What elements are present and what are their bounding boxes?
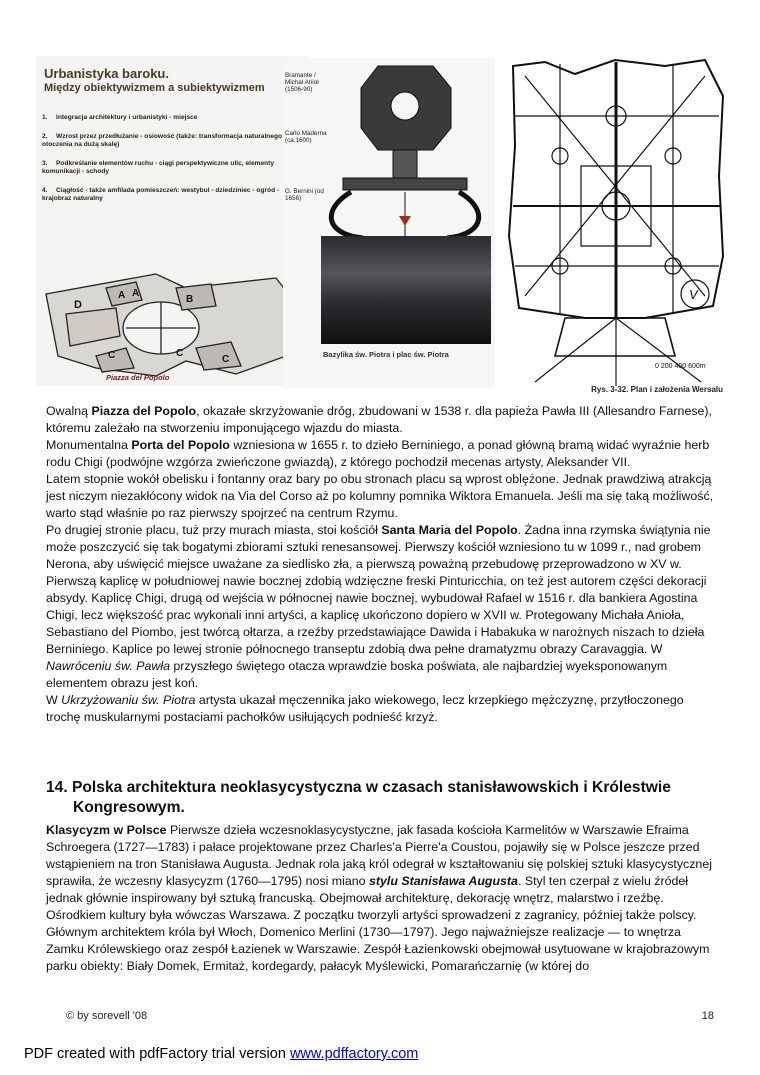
text-run: W (46, 693, 62, 707)
text-run: przyszłego świętego otacza wprawdzie boska poświata, ale najbardziej wyeksponowanym elementem obrazu jest koń. (46, 659, 668, 690)
paragraph (46, 403, 714, 437)
figure-urbanistyka-slide (36, 56, 308, 386)
plan-label: A (118, 290, 126, 301)
paragraph (46, 522, 714, 573)
slide-item: 4. Ciągłość - także amfilada pomieszczeń: westybul - dziedziniec - ogród - krajobraz naturalny (42, 187, 280, 202)
plan-label: C (176, 348, 184, 359)
emphasized-text: Klasycyzm w Polsce (46, 823, 167, 837)
text-run: Monumentalna (46, 438, 132, 452)
pdf-banner (24, 1046, 418, 1062)
plan-label: C (108, 350, 116, 361)
body-text-top (46, 403, 714, 726)
paragraph (46, 692, 714, 726)
slide-item: 2. Wzrost przez przedłużanie - osiowość (także: transformacja naturalnego otoczenia na dużą skalę) (42, 133, 283, 148)
plan-note-maderna: Carlo Maderna (ca.1600) (285, 130, 327, 144)
plan-label: C (222, 354, 230, 365)
versailles-mark: V (689, 287, 698, 302)
body-text-bottom (46, 822, 714, 975)
text-run: Latem stopnie wokół obelisku i fontanny oraz bary po obu stronach placu są wprost oblężone. Jednak prawdziwą atrakcją jest niczym niezakłócony widok na Via del Corso aż po kolumny pomnika Wiktora Emanuela. Jeśli ma się taką możliwość, warto stąd właśnie po raz pierwszy spojrzeć na centrum Rzymu. (46, 472, 714, 520)
text-run: wzniesiona w 1655 r. to dzieło Berniniego, a ponad główną bramą widać wyraźnie herb rodu Chigi (podwójne wzgórza zwieńczone gwiazdą), z którego pochodził mecenas artysty, Aleksander VII. (46, 438, 710, 469)
paragraph (46, 471, 714, 522)
plan-label: A (132, 288, 140, 299)
text-run: Owalną (46, 404, 92, 418)
st-peter-plan-drawing (283, 58, 495, 238)
piazza-del-popolo-plan (36, 56, 308, 386)
plans-caption: Bazylika św. Piotra i plac św. Piotra (323, 350, 449, 359)
versailles-caption: Rys. 3-32. Plan i założenia Wersalu (591, 385, 723, 394)
emphasized-text: Santa Maria del Popolo (381, 523, 518, 537)
text-run: Ośrodkiem kultury była wówczas Warszawa. Z początku tworzyli artyści sprowadzeni z zagranicy, później także polscy. Głównym architektem króla był Włoch, Domenico Merlini (1730—1797). Jego najważniejsze realizacje — to wnętrza Zamku Królewskiego oraz zespół Łazienek w Warszawie. Zespół Łazienkowski obejmował usytuowane w krajobrazowym parku obiekty: Biały Domek, Ermitaż, kordegardy, pałacyk Myślewicki, Pomarańczarnię (w której do (46, 908, 710, 973)
text-run: artysta ukazał męczennika jako wiekowego, lecz krzepkiego mężczyznę, przytłoczonego trochę muskularnymi postaciami pachołków usiłujących podnieść krzyż. (46, 693, 684, 724)
text-run: , okazałe skrzyżowanie dróg, zbudowani w 1538 r. dla papieża Pawła III (Allesandro Farnese), któremu zależało na stworzeniu imponującego wjazdu do miasta. (46, 404, 712, 435)
paragraph (46, 907, 714, 975)
section-heading (46, 778, 706, 818)
heading-line-2: Kongresowym. (73, 799, 185, 816)
emphasized-text: Nawróceniu św. Pawła (46, 659, 170, 673)
plan-note-bernini: G. Bernini (od 1656) (285, 188, 324, 202)
slide-title: Urbanistyka baroku. (44, 66, 169, 81)
versailles-scale: 0 200 400 600m (655, 363, 706, 370)
slide-caption: Piazza del Popolo (106, 373, 170, 382)
pdffactory-link[interactable]: www.pdffactory.com (289, 1046, 419, 1062)
figure-st-peter-plans (283, 58, 495, 388)
pdf-banner-text: PDF created with pdfFactory trial version (24, 1046, 290, 1062)
emphasized-text: Piazza del Popolo (91, 404, 197, 418)
plan-note-bramante: Bramante / Michał Anioł (1506-90) (285, 72, 319, 93)
plan-label: B (186, 294, 194, 305)
text-run: . Żadna inna rzymska świątynia nie może poszczycić się tak bogatymi zbiorami sztuki renesansowej. Pierwszy kościół wzniesiono tu w 1099 r., nad grobem Nerona, aby uświęcić miejsce uważane za siedlisko zła, a pierwszą poważną przebudowę przeprowadzono w XV w. (46, 523, 711, 571)
page-number: 18 (701, 1010, 714, 1022)
figure-versailles-plan (505, 56, 727, 396)
paragraph (46, 437, 714, 471)
text-run: Po drugiej stronie placu, tuż przy murach miasta, stoi kościół (46, 523, 382, 537)
heading-line-1: 14. Polska architektura neoklasycystyczna w czasach stanisławowskich i Królestwie (46, 779, 671, 796)
st-peter-square-photo (321, 236, 491, 344)
text-run: Pierwszą kaplicę w południowej nawie bocznej zdobią wdzięczne freski Pinturicchia, on też jest autorem części dekoracji absydy. Kaplicę Chigi, drugą od wejścia w północnej nawie bocznej, wybudował Rafael w 1516 r. dla bankiera Agostina Chigi, lecz większość prac wykonali inni artyści, a kaplicę ukończono dopiero w XVII w. Protegowany Michała Anioła, Sebastiano del Piombo, jest twórcą ołtarza, a rzeźby przedstawiające Dawida i Habakuka w narożnych niszach to dzieła Berniniego. Kaplice po lewej stronie północnego transeptu zdobią dwa pełne dramatyzmu obrazy Caravaggia. W (46, 574, 707, 656)
footer-copyright: © by sorevell '08 (66, 1010, 148, 1022)
text-run: Pierwsze dzieła wczesnoklasycystyczne, jak fasada kościoła Karmelitów w Warszawie Efraima Schroegera (1727—1783) i pałace projektowane przez Charles'a Pierre'a Coustou, pojawiły się w Polsce jeszcze przed wstąpieniem na tron Stanisława Augusta. Jednak rola jaką król odegrał w kształtowaniu się polskiej sztuki klasycystycznej sprawiła, że wczesny klasycyzm (1760—1795) nosi miano (46, 823, 712, 888)
text-run: . Styl ten czerpał z wielu źródeł jednak głównie inspirowany był sztuką francuską. Obejmował architekturę, dekorację wnętrz, malarstwo i rzeźbę. (46, 874, 689, 905)
emphasized-text: Porta del Popolo (131, 438, 230, 452)
emphasized-text: Ukrzyżowaniu św. Piotra (61, 693, 196, 707)
slide-item: 3. Podkreślanie elementów ruchu - ciągi perspektywiczne ulic, elementy komunikacji - schody (42, 160, 275, 175)
slide-item: 1. Integracja architektury i urbanistyki - miejsce (42, 114, 198, 121)
paragraph (46, 573, 714, 692)
emphasized-text: stylu Stanisława Augusta (368, 874, 518, 888)
paragraph (46, 822, 714, 907)
plan-label: D (74, 299, 82, 311)
slide-subtitle: Między obiektywizmem a subiektywizmem (44, 82, 265, 94)
versailles-plan-drawing (505, 56, 727, 386)
